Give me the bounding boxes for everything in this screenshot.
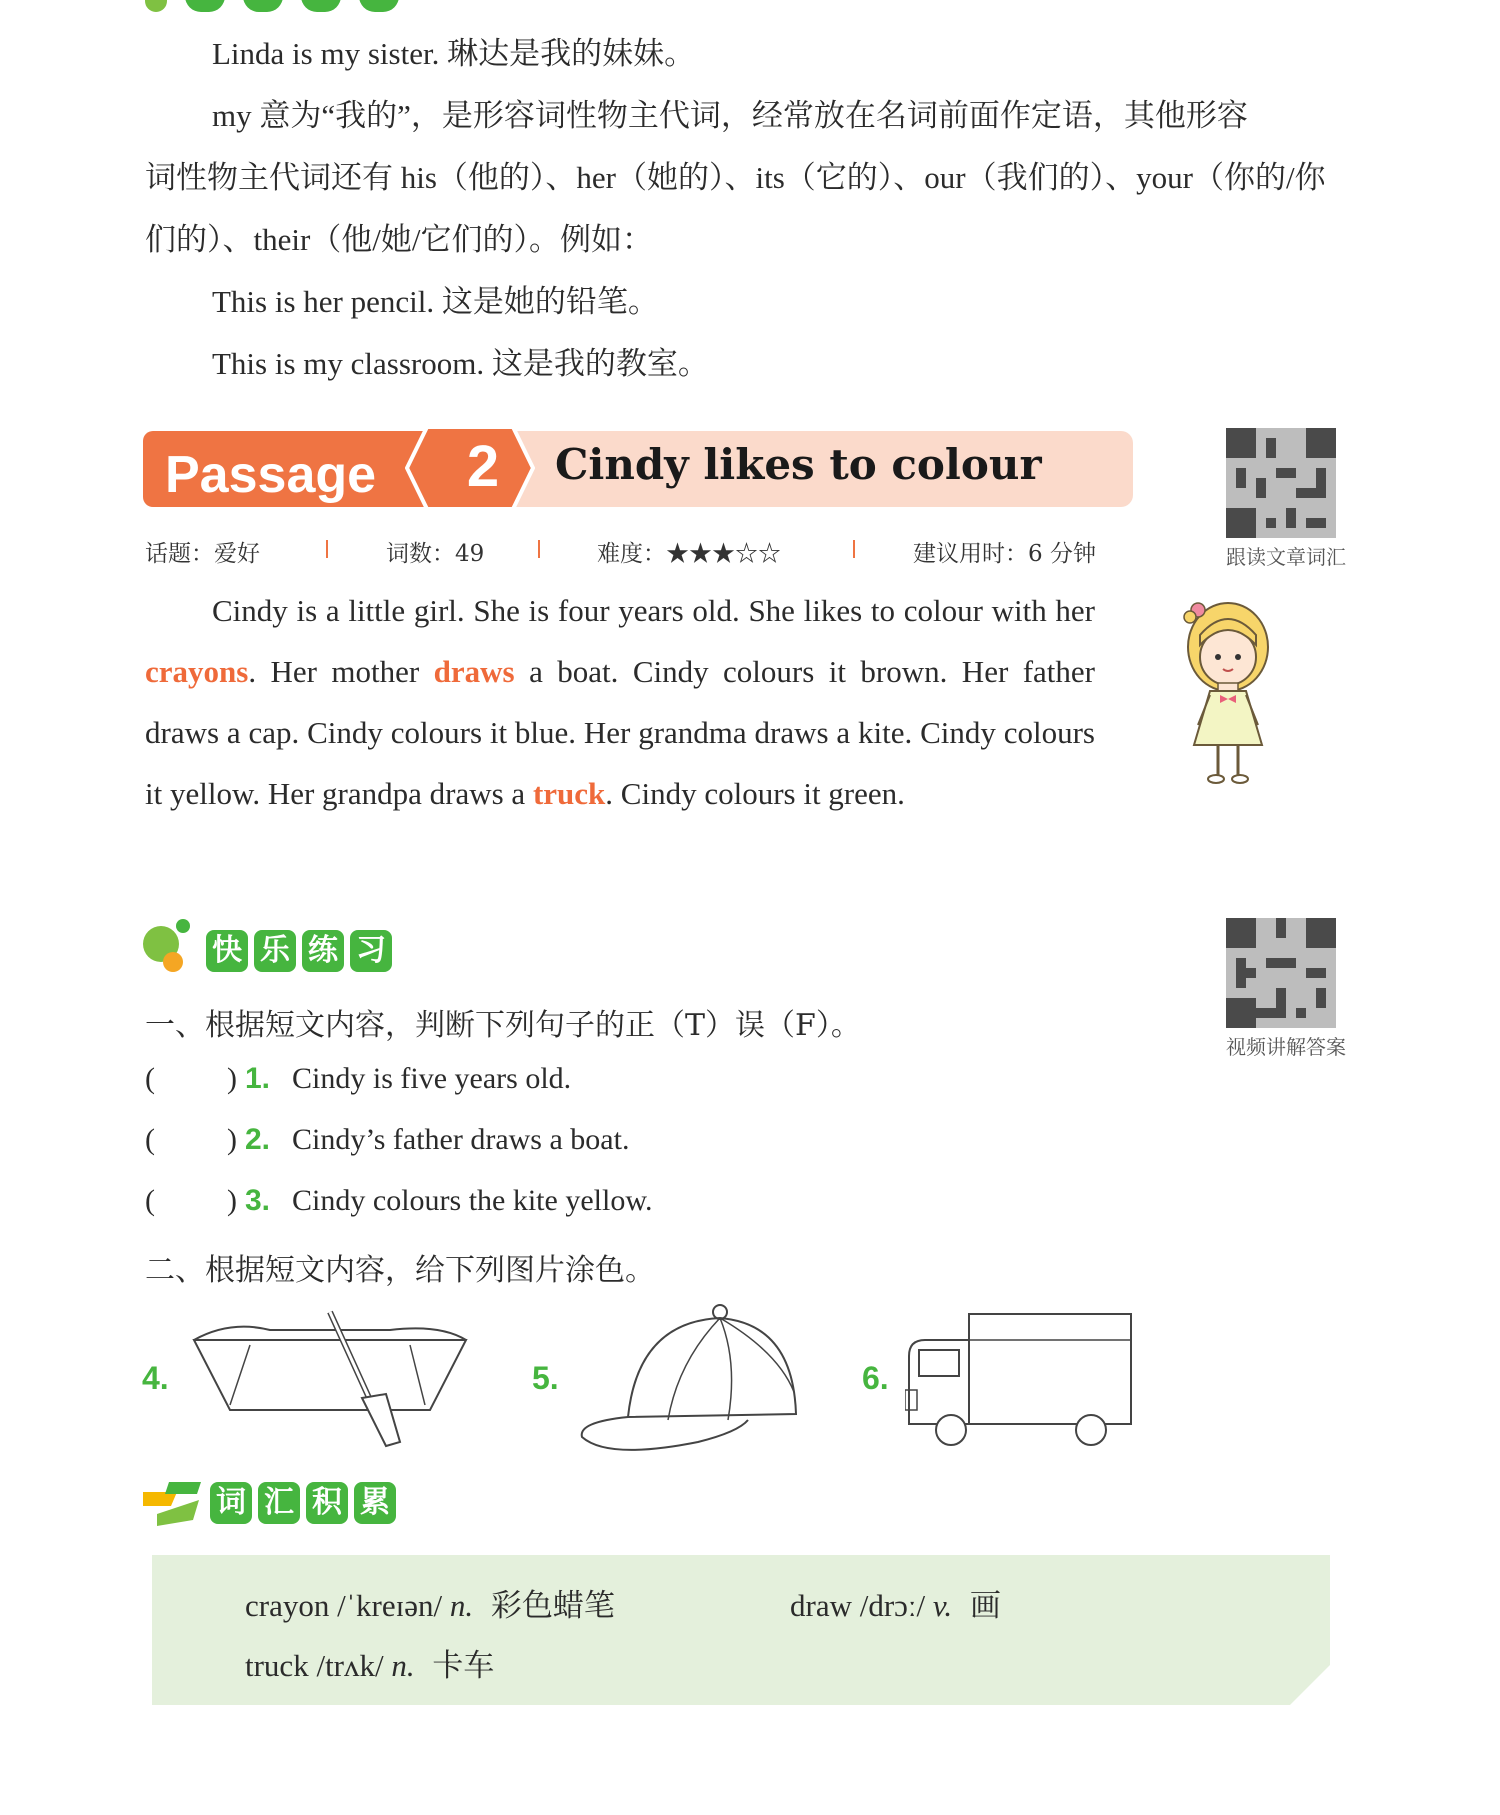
question-number: 3.: [245, 1184, 271, 1217]
example-her-pencil: This is her pencil. 这是她的铅笔。: [212, 284, 659, 319]
word-count-label: 词数：49: [386, 541, 485, 567]
question-text: Cindy is five years old.: [292, 1062, 572, 1095]
top-section-decoration: [145, 0, 417, 17]
qr-caption-read-along: 跟读文章词汇: [1226, 545, 1346, 569]
explanation-line-2: 词性物主代词还有 his（他的）、her（她的）、its（它的）、our（我们的）、your（你的/你: [145, 160, 1326, 195]
vocabulary-arrow-icon: [143, 1478, 201, 1528]
vocab-word: crayon: [245, 1588, 330, 1623]
meta-separator: [853, 540, 855, 558]
vocab-entry-draw: [790, 1580, 1001, 1625]
answer-blank[interactable]: ( ): [145, 1123, 237, 1156]
vocab-pos: n.: [449, 1588, 474, 1623]
difficulty-stars: ★★★☆☆: [666, 541, 781, 567]
qr-caption-video-answer: 视频讲解答案: [1226, 1035, 1346, 1059]
passage-text-part: . Cindy colours it green.: [605, 776, 905, 811]
keyword-crayons: crayons: [145, 654, 249, 689]
example-my-classroom: This is my classroom. 这是我的教室。: [212, 346, 709, 381]
vocab-word: truck: [245, 1648, 309, 1683]
question-number: 1.: [245, 1062, 271, 1095]
practice-section-title: [206, 930, 392, 972]
meta-separator: [538, 540, 540, 558]
vocab-pos: v.: [932, 1588, 953, 1623]
keyword-truck: truck: [532, 776, 606, 811]
passage-text-part: . Her mother: [248, 654, 434, 689]
passage-label: Passage: [165, 446, 377, 504]
vocab-meaning: 彩色蜡笔: [490, 1588, 615, 1623]
question-row: [145, 1123, 629, 1157]
girl-illustration-icon: [1170, 595, 1280, 790]
example-sentence-linda: Linda is my sister. 琳达是我的妹妹。: [212, 36, 696, 71]
boat-drawing[interactable]: [190, 1310, 470, 1450]
question-row: [145, 1184, 653, 1218]
passage-number: 2: [466, 434, 500, 499]
passage-text-part: Cindy is a little girl. She is four years old. She likes to colour with her: [212, 593, 1095, 628]
question-text: Cindy’s father draws a boat.: [292, 1123, 630, 1156]
title-char: 汇: [258, 1482, 300, 1524]
title-char: 积: [306, 1482, 348, 1524]
passage-text: [145, 580, 1095, 824]
vocab-meaning: 画: [969, 1588, 1001, 1623]
title-char: 累: [354, 1482, 396, 1524]
title-char: 练: [302, 930, 344, 972]
picture-number: 4.: [142, 1360, 169, 1396]
answer-blank[interactable]: ( ): [145, 1184, 237, 1217]
passage-title: Cindy likes to colour: [555, 440, 1042, 489]
part2-heading: 二、根据短文内容，给下列图片涂色。: [145, 1253, 655, 1288]
banner-tag: [143, 431, 433, 507]
vocab-word: draw: [790, 1588, 852, 1623]
explanation-line-1: my 意为“我的”，是形容词性物主代词，经常放在名词前面作定语，其他形容: [212, 98, 1248, 133]
picture-number: 6.: [862, 1360, 889, 1396]
qr-code-icon: [1226, 428, 1336, 538]
picture-number: 5.: [532, 1360, 559, 1396]
vocab-pos: n.: [391, 1648, 415, 1683]
part1-heading: 一、根据短文内容，判断下列句子的正（T）误（F）。: [145, 1008, 861, 1043]
vocab-phonetic: /drɔː/: [859, 1588, 926, 1623]
explanation-line-3: 们的）、their（他/她/它们的）。例如：: [145, 222, 654, 257]
passage-text-part: a boat. Cindy colours it brown. Her father draws a cap. Cindy colours it blue. Her grandma draws a kite. Cindy colours it yellow. Her grandpa draws a: [145, 654, 1095, 811]
vocab-meaning: 卡车: [432, 1648, 495, 1683]
question-text: Cindy colours the kite yellow.: [292, 1184, 653, 1217]
time-label: 建议用时：6 分钟: [913, 541, 1096, 567]
difficulty-text: 难度：: [597, 541, 666, 567]
vocab-entry-truck: [245, 1640, 494, 1685]
cap-drawing[interactable]: [578, 1302, 798, 1454]
topic-label: 话题：爱好: [145, 541, 260, 567]
vocab-entry-crayon: [245, 1580, 615, 1625]
question-row: [145, 1062, 571, 1096]
practice-dots-icon: [143, 918, 193, 974]
vocabulary-section-title: [210, 1482, 396, 1524]
title-char: 快: [206, 930, 248, 972]
qr-code-icon: [1226, 918, 1336, 1028]
title-char: 乐: [254, 930, 296, 972]
difficulty-label: [597, 535, 781, 568]
meta-separator: [326, 540, 328, 558]
vocab-phonetic: /ˈkreɪən/: [337, 1588, 443, 1623]
vocab-phonetic: /trʌk/: [316, 1648, 384, 1683]
title-char: 习: [350, 930, 392, 972]
title-char: 词: [210, 1482, 252, 1524]
truck-drawing[interactable]: [905, 1310, 1135, 1450]
question-number: 2.: [245, 1123, 271, 1156]
keyword-draws: draws: [433, 654, 515, 689]
folded-corner-icon: [1290, 1665, 1330, 1705]
passage-banner: [143, 425, 1133, 511]
answer-blank[interactable]: ( ): [145, 1062, 237, 1095]
